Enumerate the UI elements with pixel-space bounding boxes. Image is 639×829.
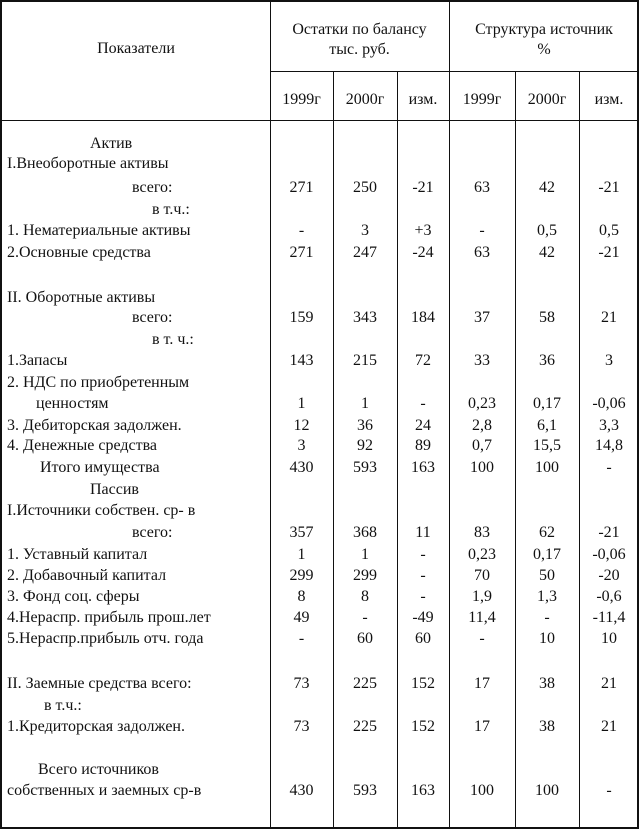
- row-label: 1. Уставный капитал: [7, 546, 148, 563]
- row-label: 1. Нематериальные активы: [7, 222, 191, 239]
- row-value: 8: [297, 588, 306, 605]
- row-value: 12: [293, 417, 310, 434]
- row-value: 6,1: [537, 417, 557, 434]
- row-value: 0,23: [468, 395, 496, 412]
- row-value: 1,9: [472, 588, 492, 605]
- row-label: 4.Нераспр. прибыль прош.лет: [7, 609, 211, 626]
- row-value: 593: [353, 459, 377, 476]
- row-label: 5.Нераспр.прибыль отч. года: [7, 630, 204, 647]
- header-bottom-line: [2, 120, 637, 121]
- row-value: -: [298, 222, 305, 239]
- row-value: 225: [353, 718, 377, 735]
- row-value: 37: [474, 309, 490, 326]
- row-value: 357: [289, 524, 314, 541]
- row-value: 38: [539, 718, 555, 735]
- row-value: 593: [353, 782, 377, 799]
- row-label: 1.Запасы: [7, 352, 68, 369]
- row-value: 21: [601, 309, 617, 326]
- row-value: 368: [353, 524, 377, 541]
- row-value: 100: [535, 459, 559, 476]
- header-balance-line1: Остатки по балансу: [292, 21, 427, 38]
- row-value: 0,23: [468, 546, 496, 563]
- row-label: 1.Кредиторская задолжен.: [7, 718, 185, 735]
- header-structure-line1: Структура источник: [475, 21, 613, 38]
- col-divider: [270, 2, 271, 827]
- row-value: 271: [289, 179, 314, 196]
- row-value: 0,17: [533, 546, 561, 563]
- row-value: 38: [539, 675, 555, 692]
- row-value: +3: [414, 222, 432, 239]
- row-value: 299: [289, 567, 314, 584]
- row-value: 60: [357, 630, 373, 647]
- row-value: -: [479, 222, 485, 239]
- row-value: 36: [539, 352, 555, 369]
- row-value: 24: [415, 417, 431, 434]
- header-indicators: Показатели: [97, 40, 175, 57]
- row-value: 100: [470, 782, 494, 799]
- row-value: -49: [412, 609, 434, 626]
- row-value: 163: [411, 782, 435, 799]
- row-value: 36: [357, 417, 373, 434]
- row-label: I.Внеоборотные активы: [7, 155, 169, 172]
- row-label: II. Заемные средства всего:: [7, 675, 192, 692]
- header-col-change-balance: изм.: [408, 91, 438, 108]
- row-label: ценностям: [36, 395, 109, 412]
- row-value: 430: [289, 782, 314, 799]
- row-value: -21: [598, 524, 620, 541]
- row-value: -: [420, 546, 426, 563]
- row-value: 92: [357, 437, 373, 454]
- row-value: 10: [601, 630, 617, 647]
- row-value: 159: [289, 309, 314, 326]
- row-value: -0,6: [596, 588, 622, 605]
- row-value: 1: [297, 546, 306, 563]
- row-value: 100: [535, 782, 559, 799]
- row-value: -: [606, 459, 612, 476]
- row-value: 3: [297, 437, 306, 454]
- row-value: -11,4: [592, 609, 626, 626]
- row-value: 42: [539, 179, 555, 196]
- row-value: 343: [353, 309, 377, 326]
- row-value: 0,5: [537, 222, 557, 239]
- header-structure-line2: %: [537, 41, 551, 58]
- row-value: 62: [539, 524, 555, 541]
- row-value: 17: [474, 675, 490, 692]
- row-value: 0,5: [599, 222, 619, 239]
- row-value: -: [479, 630, 485, 647]
- row-label: всего:: [132, 179, 173, 196]
- row-value: -0,06: [592, 546, 626, 563]
- row-label: собственных и заемных ср-в: [7, 782, 202, 799]
- row-value: 430: [289, 459, 314, 476]
- row-value: -0,06: [592, 395, 626, 412]
- row-value: 247: [353, 244, 377, 261]
- row-label: 4. Денежные средства: [7, 437, 158, 454]
- row-value: 63: [474, 179, 490, 196]
- row-value: 152: [411, 675, 435, 692]
- header-divider: [270, 71, 637, 72]
- row-value: 3: [361, 222, 369, 239]
- row-value: 2,8: [472, 417, 492, 434]
- row-label: Пассив: [90, 481, 139, 498]
- row-label: I.Источники собствен. ср- в: [7, 502, 196, 519]
- row-value: 100: [470, 459, 494, 476]
- row-label: всего:: [132, 524, 173, 541]
- row-label: Итого имущества: [40, 459, 160, 476]
- row-label: в т.ч.:: [152, 201, 190, 218]
- row-value: 15,5: [533, 437, 561, 454]
- row-value: -: [420, 395, 426, 412]
- row-value: 0,17: [533, 395, 561, 412]
- row-value: -21: [598, 244, 620, 261]
- row-value: -: [362, 609, 368, 626]
- row-value: 299: [353, 567, 377, 584]
- row-label: 2. Добавочный капитал: [7, 567, 167, 584]
- col-divider: [449, 2, 450, 827]
- row-value: 225: [353, 675, 377, 692]
- row-value: 83: [474, 524, 490, 541]
- row-label: Актив: [90, 135, 133, 152]
- row-label: 3. Дебиторская задолжен.: [7, 417, 182, 434]
- row-label: 2. НДС по приобретенным: [7, 374, 190, 391]
- row-value: -: [544, 609, 550, 626]
- row-value: 271: [289, 244, 314, 261]
- row-value: 184: [411, 309, 435, 326]
- row-value: 250: [353, 179, 377, 196]
- row-value: 73: [293, 675, 310, 692]
- row-value: -: [606, 782, 612, 799]
- row-value: 63: [474, 244, 490, 261]
- row-value: 8: [361, 588, 369, 605]
- row-label: 2.Основные средства: [7, 244, 151, 261]
- row-value: 60: [415, 630, 431, 647]
- row-value: 143: [289, 352, 314, 369]
- header-col-change-structure: изм.: [594, 91, 624, 108]
- row-label: II. Оборотные активы: [7, 289, 156, 306]
- row-value: 11,4: [468, 609, 496, 626]
- header-col-1999-balance: 1999г: [282, 91, 321, 108]
- row-value: 21: [601, 718, 617, 735]
- row-value: -: [298, 630, 305, 647]
- row-value: 1: [361, 546, 369, 563]
- row-value: 21: [601, 675, 617, 692]
- row-value: 58: [539, 309, 555, 326]
- row-value: 1,3: [537, 588, 557, 605]
- row-value: 215: [353, 352, 377, 369]
- row-value: 11: [415, 524, 431, 541]
- row-value: 42: [539, 244, 555, 261]
- header-balance-line2: тыс. руб.: [329, 41, 390, 58]
- row-value: -20: [598, 567, 620, 584]
- row-value: 70: [474, 567, 490, 584]
- row-label: всего:: [132, 309, 173, 326]
- row-value: 33: [474, 352, 490, 369]
- row-label: 3. Фонд соц. сферы: [7, 588, 140, 605]
- row-value: 1: [297, 395, 306, 412]
- row-value: 50: [539, 567, 555, 584]
- row-value: 49: [293, 609, 310, 626]
- row-value: 163: [411, 459, 435, 476]
- row-value: 72: [415, 352, 431, 369]
- row-value: 17: [474, 718, 490, 735]
- row-value: 14,8: [595, 437, 623, 454]
- row-value: 10: [539, 630, 555, 647]
- header-col-2000-balance: 2000г: [345, 91, 385, 108]
- row-label: в т. ч.:: [152, 331, 194, 348]
- row-value: -24: [412, 244, 434, 261]
- row-value: -: [420, 567, 426, 584]
- row-label: в т.ч.:: [44, 697, 82, 714]
- row-value: 1: [361, 395, 369, 412]
- row-value: -: [420, 588, 426, 605]
- row-value: 3,3: [599, 417, 619, 434]
- row-value: -21: [598, 179, 620, 196]
- row-value: 152: [411, 718, 435, 735]
- row-value: 89: [415, 437, 431, 454]
- header-col-2000-structure: 2000г: [527, 91, 567, 108]
- row-value: -21: [412, 179, 434, 196]
- row-value: 3: [605, 352, 613, 369]
- row-value: 73: [293, 718, 310, 735]
- row-label: Всего источников: [38, 761, 159, 778]
- row-value: 0,7: [472, 437, 492, 454]
- header-col-1999-structure: 1999г: [462, 91, 502, 108]
